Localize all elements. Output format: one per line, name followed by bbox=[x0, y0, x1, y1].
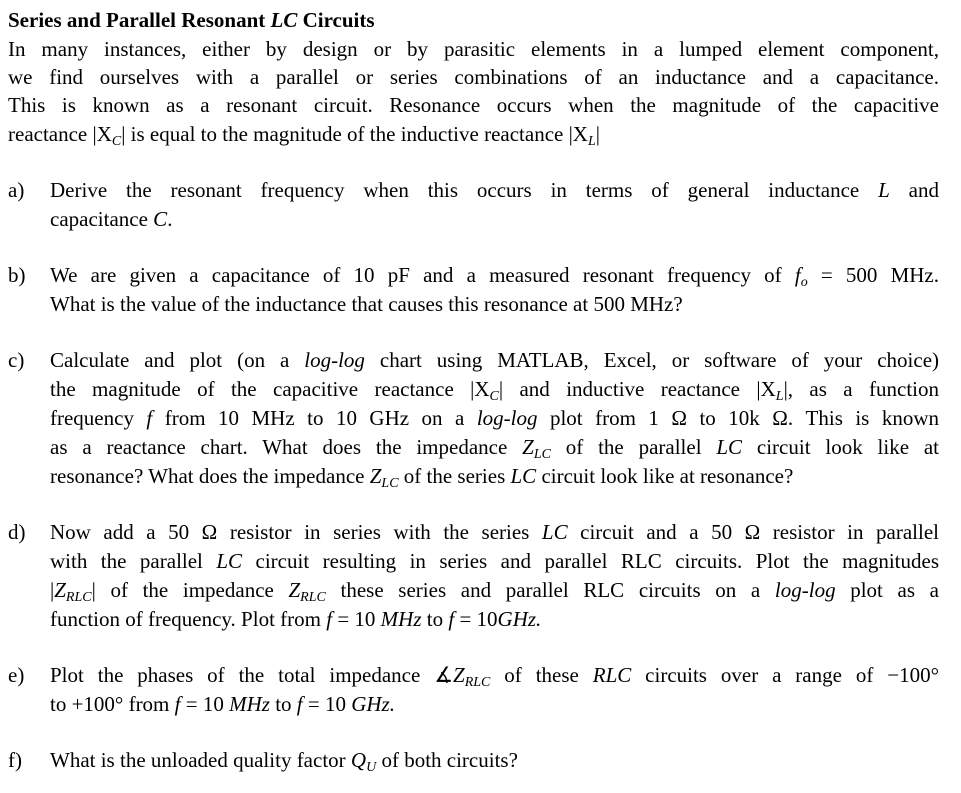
page-title bbox=[8, 6, 375, 34]
question-b-label: b) bbox=[8, 263, 26, 287]
question-c-line-1: Calculate and plot (on a log-log chart using MATLAB, Excel, or software of your choice) bbox=[50, 348, 940, 372]
question-d-label: d) bbox=[8, 520, 26, 544]
intro-line-3: This is known as a resonant circuit. Resonance occurs when the magnitude of the capacitive bbox=[8, 93, 939, 117]
intro-line-1: In many instances, either by design or by parasitic elements in a lumped element component, bbox=[8, 37, 939, 61]
question-c-label: c) bbox=[8, 348, 25, 372]
question-a-line-2: capacitance C. bbox=[50, 207, 173, 231]
intro-line-4: reactance $|X_C|$ is equal to the magnitude of the inductive reactance $|X_L|$ bbox=[8, 122, 600, 149]
question-c-line-5: resonance? What does the impedance $Z_{LC}$ of the series LC circuit look like at resonance? bbox=[50, 464, 794, 491]
question-f-label: f) bbox=[8, 748, 22, 772]
question-d-line-1: Now add a 50 Ω resistor in series with the series LC circuit and a 50 Ω resistor in parallel bbox=[50, 520, 939, 544]
question-b-line-1: We are given a capacitance of 10 pF and a measured resonant frequency of $f_o = 500$ MHz. bbox=[50, 263, 939, 290]
intro-line-2: we find ourselves with a parallel or series combinations of an inductance and a capacitance. bbox=[8, 65, 939, 89]
question-b-line-2: What is the value of the inductance that causes this resonance at 500 MHz? bbox=[50, 292, 683, 316]
question-d-line-4: function of frequency. Plot from f = 10 MHz to f = 10GHz. bbox=[50, 607, 542, 631]
question-e-line-1: Plot the phases of the total impedance $∡Z_{RLC}$ of these RLC circuits over a range of −100° bbox=[50, 663, 939, 690]
title-prefix: Series and Parallel Resonant bbox=[8, 8, 271, 32]
question-f-line-1: What is the unloaded quality factor $Q_U$ of both circuits? bbox=[50, 748, 518, 775]
question-c-line-2: the magnitude of the capacitive reactance $|X_C|$ and inductive reactance $|X_L|$, as a function bbox=[50, 377, 939, 404]
question-e-line-2: to +100° from f = 10 MHz to f = 10 GHz. bbox=[50, 692, 395, 716]
question-a-label: a) bbox=[8, 178, 25, 202]
question-c-line-3: frequency f from 10 MHz to 10 GHz on a log-log plot from 1 Ω to 10k Ω. This is known bbox=[50, 406, 939, 430]
question-d-line-2: with the parallel LC circuit resulting in series and parallel RLC circuits. Plot the magnitudes bbox=[50, 549, 939, 573]
title-suffix: Circuits bbox=[297, 8, 375, 32]
question-c-line-4: as a reactance chart. What does the impedance $Z_{LC}$ of the parallel LC circuit look like at bbox=[50, 435, 940, 462]
title-lc: LC bbox=[270, 8, 298, 32]
question-e-label: e) bbox=[8, 663, 25, 687]
question-a-line-1: Derive the resonant frequency when this occurs in terms of general inductance L and bbox=[50, 178, 939, 202]
question-d-line-3: $|Z_{RLC}|$ of the impedance $Z_{RLC}$ these series and parallel RLC circuits on a log-log plot as a bbox=[50, 578, 940, 605]
